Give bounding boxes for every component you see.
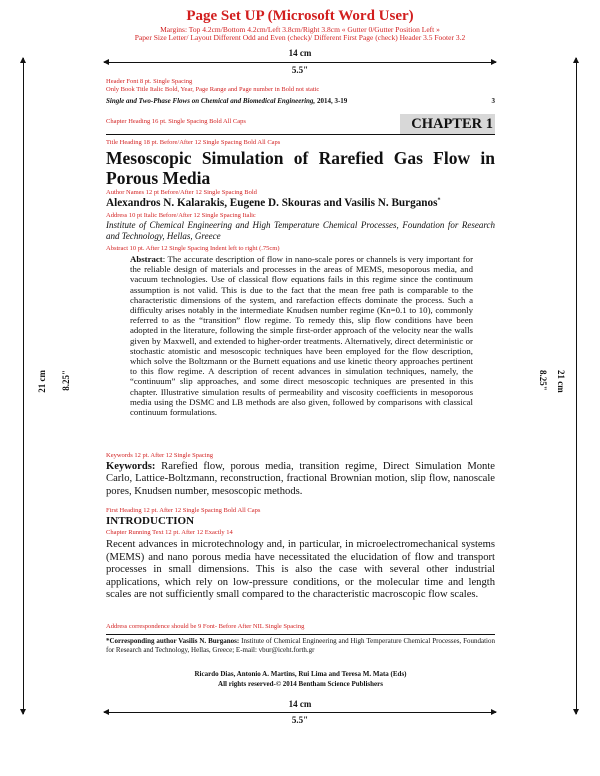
page-number: 3 bbox=[491, 97, 495, 105]
top-width-in: 5.5" bbox=[291, 65, 309, 75]
book-title: Single and Two-Phase Flows on Chemical and Biomedical Engineering, bbox=[106, 97, 316, 105]
abstract-note: Abstract 10 pt. After 12 Single Spacing Indent left to right (.75cm) bbox=[106, 245, 280, 252]
year-pages: 2014, 3-19 bbox=[315, 97, 348, 105]
footnote-text: Institute of Chemical Engineering and High Temperature Chemical Processes, Foundation for Research and Technology, Hellas, Greece; E-mail: vbur@iceht.forth.gr bbox=[106, 637, 495, 654]
keywords-label: Keywords: bbox=[106, 461, 156, 472]
running-text-note: Chapter Running Text 12 pt. After 12 Exactly 14 bbox=[106, 529, 233, 536]
left-height-cm: 21 cm bbox=[37, 370, 47, 393]
chapter-rule bbox=[106, 134, 495, 135]
introduction-text: Recent advances in microtechnology and, in particular, in microelectromechanical systems (MEMS) and nano porous media have necessitated the elucidation of flow and transport processes in small dimensions. This is also the case with several other industrial applications, which rely on low-pressure conditions, or the molecular time and length scales are not sufficiently small compared to the characteristic macroscopic flow scales. bbox=[106, 539, 495, 601]
authors-text: Alexandros N. Kalarakis, Eugene D. Skouras and Vasilis N. Burganos bbox=[106, 197, 438, 209]
bottom-width-arrow bbox=[104, 712, 496, 713]
abstract-text: : The accurate description of flow in nano-scale pores or channels is very important for the reliable design of materials and processes in the areas of MEMS, mesoporous media, and vacuum technologies. Use of classical flow equations fails in this regime since the continuum assumption is not valid. This is due to the fact that the mean free path is comparable to the characteristic dimensions of the system, and rarefaction effects dominate the process. Such a difficulty arises notably in the intermediate Knudsen number regime (Kn=0.1 to 10), commonly referred to as the “transition” flow regime. To remedy this, slip flow conditions have been adopted in the literature, following the simple first-order approach of the velocity near the walls given by Maxwell, and extended to higher-order treatments. Alternatively, direct deterministic or stochastic atomistic and mesoscopic techniques have been employed for the flow description, which solve the Boltzmann or the Burnett equations and use kinetic theory approaches pertinent to this flow regime. A description of recent advances in simulation techniques, namely, the “continuum” slip approaches, and some direct mesoscopic techniques are presented in this chapter. Illustrative simulation results of permeability and viscosity coefficients in mesoporous media using the DSMC and LB methods are also given, followed by comparisons with classical continuum formulations. bbox=[130, 254, 473, 418]
footnote bbox=[106, 637, 495, 655]
running-header bbox=[106, 97, 495, 105]
introduction-heading: INTRODUCTION bbox=[106, 515, 195, 527]
margins-line: Margins: Top 4.2cm/Bottom 4.2cm/Left 3.8cm/Right 3.8cm « Gutter 0/Gutter Position Left » bbox=[160, 25, 440, 34]
page-setup-title: Page Set UP (Microsoft Word User) bbox=[186, 8, 414, 24]
right-height-arrow bbox=[576, 58, 577, 714]
chapter-title bbox=[106, 148, 495, 188]
bottom-width-cm: 14 cm bbox=[288, 699, 312, 709]
title-heading-note: Title Heading 18 pt. Before/After 12 Single Spacing Bold All Caps bbox=[106, 139, 281, 146]
footnote-rule bbox=[106, 634, 495, 635]
abstract-label: Abstract bbox=[130, 254, 163, 264]
paper-size-line: Paper Size Letter/ Layout Different Odd and Even (check)/ Different First Page (check) Header 3.5 Footer 3.2 bbox=[134, 33, 466, 42]
first-heading-note: First Heading 12 pt. After 12 Single Spacing Bold All Caps bbox=[106, 507, 261, 514]
chapter-title-line1: Mesoscopic Simulation of Rarefied Gas Flow in bbox=[106, 148, 495, 168]
chapter-title-line2: Porous Media bbox=[106, 168, 211, 188]
footer-copyright: All rights reserved-© 2014 Bentham Science Publishers bbox=[218, 680, 383, 688]
left-height-in: 8.25" bbox=[61, 370, 71, 391]
keywords bbox=[106, 461, 495, 498]
address-note: Address 10 pt Italic Before/After 12 Single Spacing Italic bbox=[106, 212, 256, 219]
footer-editors: Ricardo Dias, Antonio A. Martins, Rui Lima and Teresa M. Mata (Eds) bbox=[194, 670, 407, 678]
affiliation: Institute of Chemical Engineering and High Temperature Chemical Processes, Foundation for Research and Technology, Hellas, Greece bbox=[106, 220, 495, 241]
author-names-note: Author Names 12 pt Before/After 12 Single Spacing Bold bbox=[106, 189, 257, 196]
abstract bbox=[130, 254, 473, 417]
footnote-label: *Corresponding author Vasilis N. Burganos: bbox=[106, 637, 240, 645]
chapter-heading-note: Chapter Heading 16 pt. Single Spacing Bold All Caps bbox=[106, 118, 246, 125]
right-height-cm: 21 cm bbox=[556, 370, 566, 393]
left-height-arrow bbox=[23, 58, 24, 714]
right-height-in: 8.25" bbox=[538, 370, 548, 391]
header-font-note: Header Font 8 pt. Single Spacing bbox=[106, 78, 193, 85]
keywords-text: Rarefied flow, porous media, transition regime, Direct Simulation Monte Carlo, Lattice-Boltzmann, reconstruction, fractional Brownian motion, slip flow, nanoscale pores, Knudsen number, mesoscopic methods. bbox=[106, 461, 495, 497]
top-width-cm: 14 cm bbox=[288, 48, 312, 58]
bottom-width-in: 5.5" bbox=[291, 715, 309, 725]
correspondence-note: Address correspondence should be 9 Font- Before After NIL Single Spacing bbox=[106, 623, 305, 630]
chapter-label-box bbox=[400, 114, 495, 134]
book-title-note: Only Book Title Italic Bold, Year, Page Range and Page number in Bold not static bbox=[106, 86, 320, 93]
top-width-arrow bbox=[104, 62, 496, 63]
author-mark: * bbox=[437, 197, 441, 204]
chapter-label: CHAPTER 1 bbox=[411, 116, 493, 132]
authors bbox=[106, 197, 440, 209]
keywords-note: Keywords 12 pt. After 12 Single Spacing bbox=[106, 452, 214, 459]
